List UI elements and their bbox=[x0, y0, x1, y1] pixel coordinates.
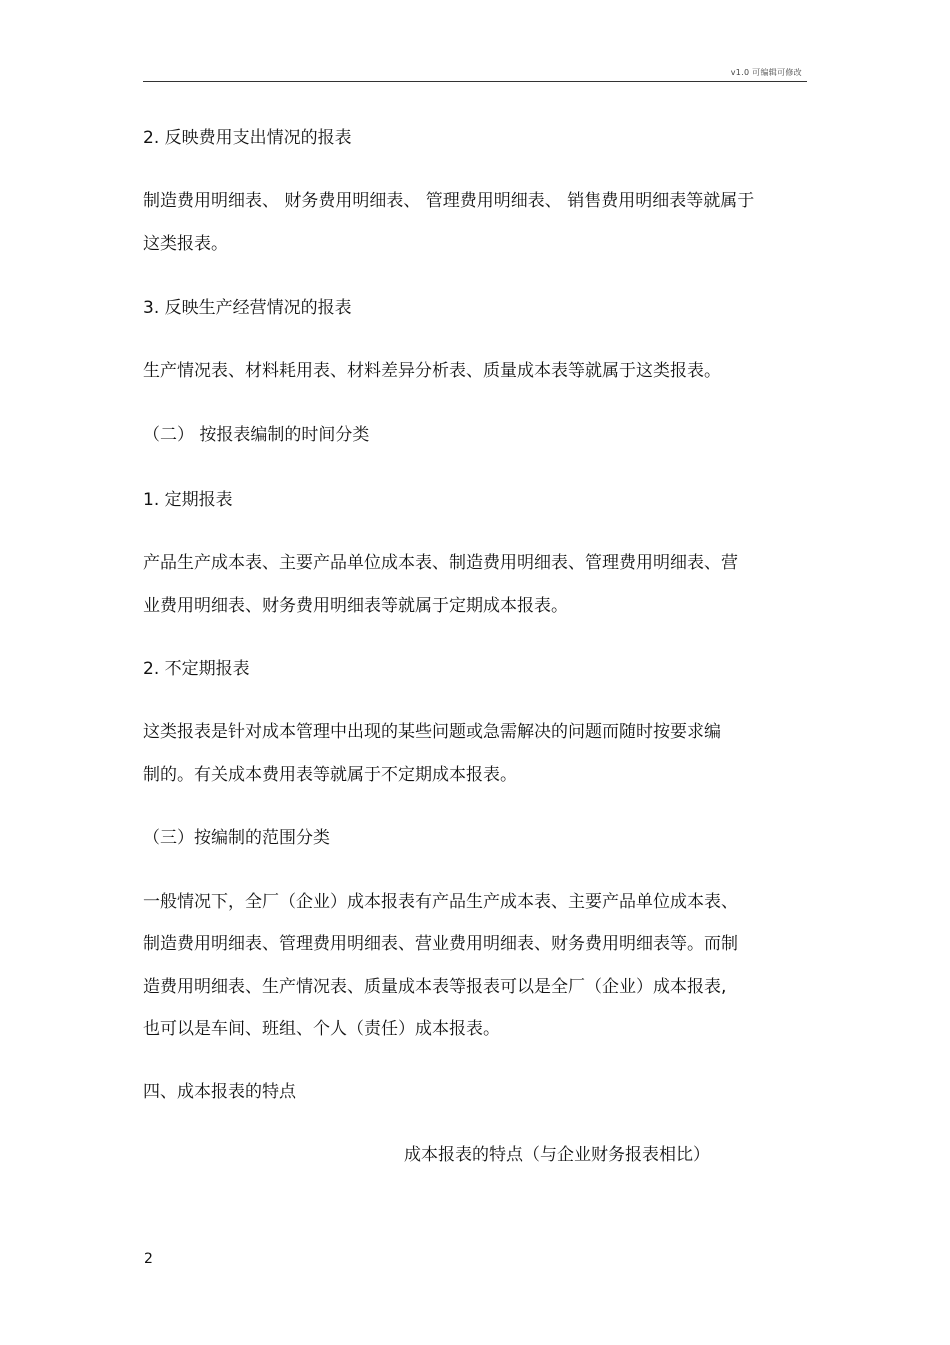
section-heading-features: 四、成本报表的特点 bbox=[143, 1082, 296, 1102]
paragraph-line: 造费用明细表、生产情况表、质量成本表等报表可以是全厂（企业）成本报表, bbox=[143, 977, 727, 997]
paragraph-line: 制造费用明细表、管理费用明细表、营业费用明细表、财务费用明细表等。而制 bbox=[143, 934, 738, 954]
section-heading-periodic-reports: 1. 定期报表 bbox=[143, 490, 233, 510]
section-heading-by-scope: （三）按编制的范围分类 bbox=[143, 828, 330, 848]
page-number: 2 bbox=[144, 1251, 153, 1267]
paragraph-line: 也可以是车间、班组、个人（责任）成本报表。 bbox=[143, 1019, 500, 1039]
paragraph-line: 制的。有关成本费用表等就属于不定期成本报表。 bbox=[143, 765, 517, 785]
paragraph-line: 这类报表。 bbox=[143, 234, 228, 254]
paragraph-line: 生产情况表、材料耗用表、材料差异分析表、质量成本表等就属于这类报表。 bbox=[143, 361, 721, 381]
section-heading-by-time: （二） 按报表编制的时间分类 bbox=[143, 425, 370, 445]
paragraph-line: 制造费用明细表、 财务费用明细表、 管理费用明细表、 销售费用明细表等就属于 bbox=[143, 191, 755, 211]
paragraph-line: 业费用明细表、财务费用明细表等就属于定期成本报表。 bbox=[143, 596, 568, 616]
section-heading-irregular-reports: 2. 不定期报表 bbox=[143, 659, 250, 679]
table-caption: 成本报表的特点（与企业财务报表相比） bbox=[404, 1145, 710, 1165]
section-heading-production-reports: 3. 反映生产经营情况的报表 bbox=[143, 298, 352, 318]
paragraph-line: 这类报表是针对成本管理中出现的某些问题或急需解决的问题而随时按要求编 bbox=[143, 722, 721, 742]
paragraph-line: 一般情况下，全厂（企业）成本报表有产品生产成本表、主要产品单位成本表、 bbox=[143, 892, 738, 912]
header-version-label: v1.0 可编辑可修改 bbox=[730, 68, 802, 77]
section-heading-expense-reports: 2. 反映费用支出情况的报表 bbox=[143, 128, 352, 148]
paragraph-line: 产品生产成本表、主要产品单位成本表、制造费用明细表、管理费用明细表、营 bbox=[143, 553, 738, 573]
header-divider bbox=[143, 81, 807, 82]
